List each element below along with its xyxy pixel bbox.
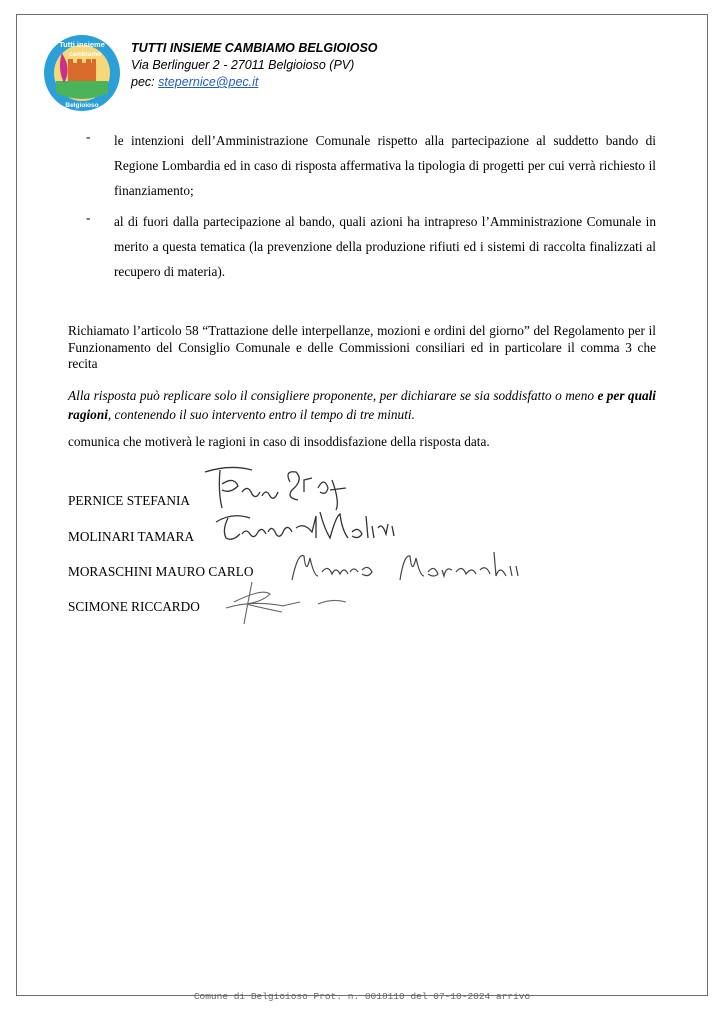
logo-text-mid: cambiamo — [68, 51, 102, 58]
organization-address: Via Berlinguer 2 - 27011 Belgioioso (PV) — [131, 58, 355, 72]
organization-logo — [42, 33, 122, 113]
request-list — [86, 128, 656, 290]
closing-paragraph: comunica che motiverà le ragioni in caso di insoddisfazione della risposta data. — [68, 434, 490, 449]
signer-name: PERNICE STEFANIA — [68, 493, 191, 508]
organization-pec — [131, 74, 378, 91]
pec-label: pec: — [131, 75, 155, 89]
regulation-paragraph: Richiamato l’articolo 58 “Trattazione delle interpellanze, mozioni e ordini del giorno” del Regolamento per il Funzionamento del Consiglio Comunale e delle Commissioni consiliari ed in particolare il comma 3 che recita — [68, 323, 656, 371]
list-dash: - — [86, 210, 91, 225]
signature-molinari — [212, 508, 412, 548]
list-item — [86, 128, 656, 203]
quoted-rule-bold: e per quali ragioni — [68, 388, 656, 422]
logo-text-bottom: Belgioioso — [65, 102, 99, 109]
quoted-rule-text-a: Alla risposta può replicare solo il consigliere proponente, per dichiarare se sia soddisfatto o meno — [68, 388, 598, 403]
list-item — [86, 209, 656, 284]
pec-email-link[interactable]: stepernice@pec.it — [158, 75, 259, 89]
signer-name: MORASCHINI MAURO CARLO — [68, 564, 254, 579]
signer-name: SCIMONE RICCARDO — [68, 599, 200, 614]
signer-name: MOLINARI TAMARA — [68, 529, 195, 544]
organization-header — [131, 40, 378, 91]
list-dash: - — [86, 129, 91, 144]
signature-pernice — [200, 462, 360, 514]
signature-scimone — [222, 578, 362, 628]
list-item-text: al di fuori dalla partecipazione al bando, quali azioni ha intrapreso l’Amministrazione Comunale in merito a questa tematica (la prevenzione della produzione rifiuti ed i sistemi di raccolta finalizzati al recupero di materia). — [114, 214, 656, 279]
list-item-text: le intenzioni dell’Amministrazione Comunale rispetto alla partecipazione al suddetto bando di Regione Lombardia ed in caso di risposta affermativa la tipologia di progetti per cui verrà richiesto il finanziamento; — [114, 133, 656, 198]
protocol-footer: Comune di Belgioioso Prot. n. 0018110 del 07-10-2024 arrivo — [193, 991, 531, 1002]
quoted-rule-text-b: , contenendo il suo intervento entro il tempo di tre minuti. — [107, 407, 415, 422]
quoted-rule-paragraph — [68, 386, 656, 424]
organization-name: TUTTI INSIEME CAMBIAMO BELGIOIOSO — [131, 41, 378, 55]
logo-text-top: Tutti insieme — [59, 40, 105, 49]
